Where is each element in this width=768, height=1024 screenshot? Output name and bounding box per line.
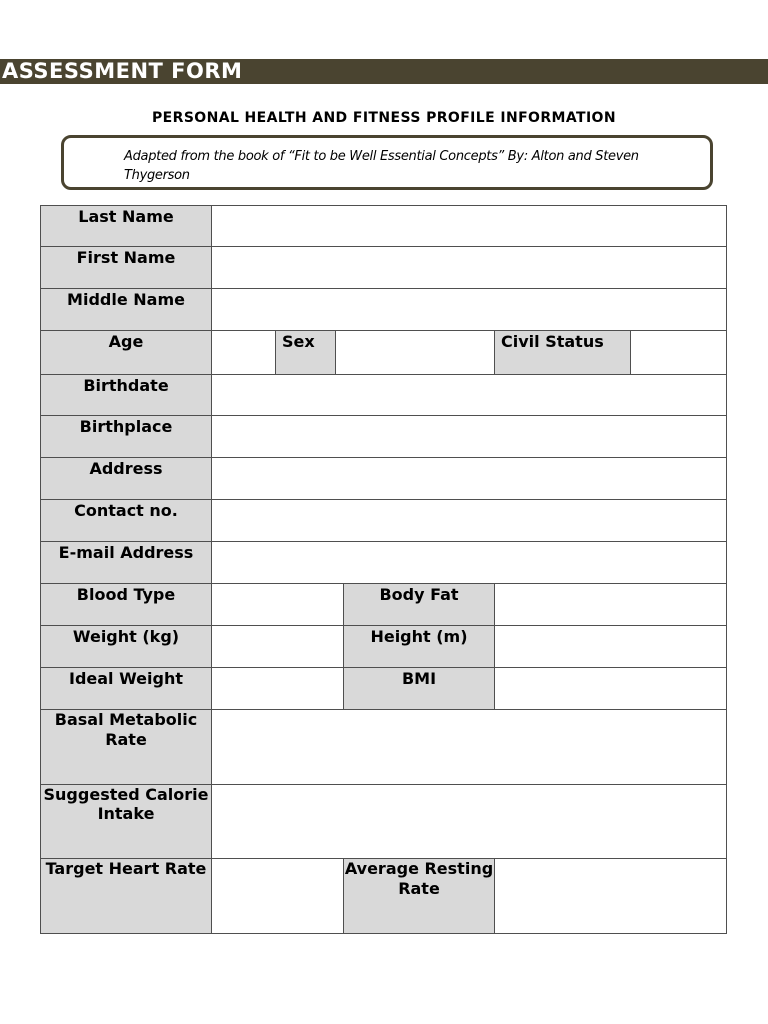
label-height: Height (m) — [343, 625, 495, 668]
height-field[interactable] — [494, 625, 727, 668]
suggested-calorie-intake-field[interactable] — [211, 784, 727, 859]
birthplace-field[interactable] — [211, 415, 727, 458]
target-heart-rate-field[interactable] — [211, 858, 344, 934]
source-credit-text: Adapted from the book of “Fit to be Well Essential Concepts” By: Alton and Steven Thygerson — [124, 149, 639, 183]
email-address-field[interactable] — [211, 541, 727, 584]
first-name-field[interactable] — [211, 246, 727, 289]
label-basal-metabolic-rate: Basal Metabolic Rate — [40, 709, 212, 785]
basal-metabolic-rate-field[interactable] — [211, 709, 727, 785]
label-body-fat: Body Fat — [343, 583, 495, 626]
label-middle-name: Middle Name — [40, 288, 212, 331]
label-last-name: Last Name — [40, 205, 212, 247]
label-birthdate: Birthdate — [40, 374, 212, 416]
label-average-resting-rate: Average Resting Rate — [343, 858, 495, 934]
label-blood-type: Blood Type — [40, 583, 212, 626]
label-first-name: First Name — [40, 246, 212, 289]
civil-status-field[interactable] — [630, 330, 727, 375]
header-banner — [0, 59, 768, 84]
average-resting-rate-field[interactable] — [494, 858, 727, 934]
weight-field[interactable] — [211, 625, 344, 668]
sex-field[interactable] — [335, 330, 495, 375]
form-subtitle: PERSONAL HEALTH AND FITNESS PROFILE INFORMATION — [152, 110, 616, 126]
label-email-address: E-mail Address — [40, 541, 212, 584]
label-address: Address — [40, 457, 212, 500]
label-age: Age — [40, 330, 212, 375]
label-target-heart-rate: Target Heart Rate — [40, 858, 212, 934]
body-fat-field[interactable] — [494, 583, 727, 626]
label-birthplace: Birthplace — [40, 415, 212, 458]
form-title: ASSESSMENT FORM — [2, 59, 243, 83]
ideal-weight-field[interactable] — [211, 667, 344, 710]
label-bmi: BMI — [343, 667, 495, 710]
last-name-field[interactable] — [211, 205, 727, 247]
age-field[interactable] — [211, 330, 276, 375]
blood-type-field[interactable] — [211, 583, 344, 626]
middle-name-field[interactable] — [211, 288, 727, 331]
label-contact-no: Contact no. — [40, 499, 212, 542]
label-ideal-weight: Ideal Weight — [40, 667, 212, 710]
label-suggested-calorie-intake: Suggested Calorie Intake — [40, 784, 212, 859]
address-field[interactable] — [211, 457, 727, 500]
contact-no-field[interactable] — [211, 499, 727, 542]
label-weight: Weight (kg) — [40, 625, 212, 668]
source-credit-box — [61, 135, 713, 190]
label-sex: Sex — [275, 330, 336, 375]
birthdate-field[interactable] — [211, 374, 727, 416]
bmi-field[interactable] — [494, 667, 727, 710]
label-civil-status: Civil Status — [494, 330, 631, 375]
